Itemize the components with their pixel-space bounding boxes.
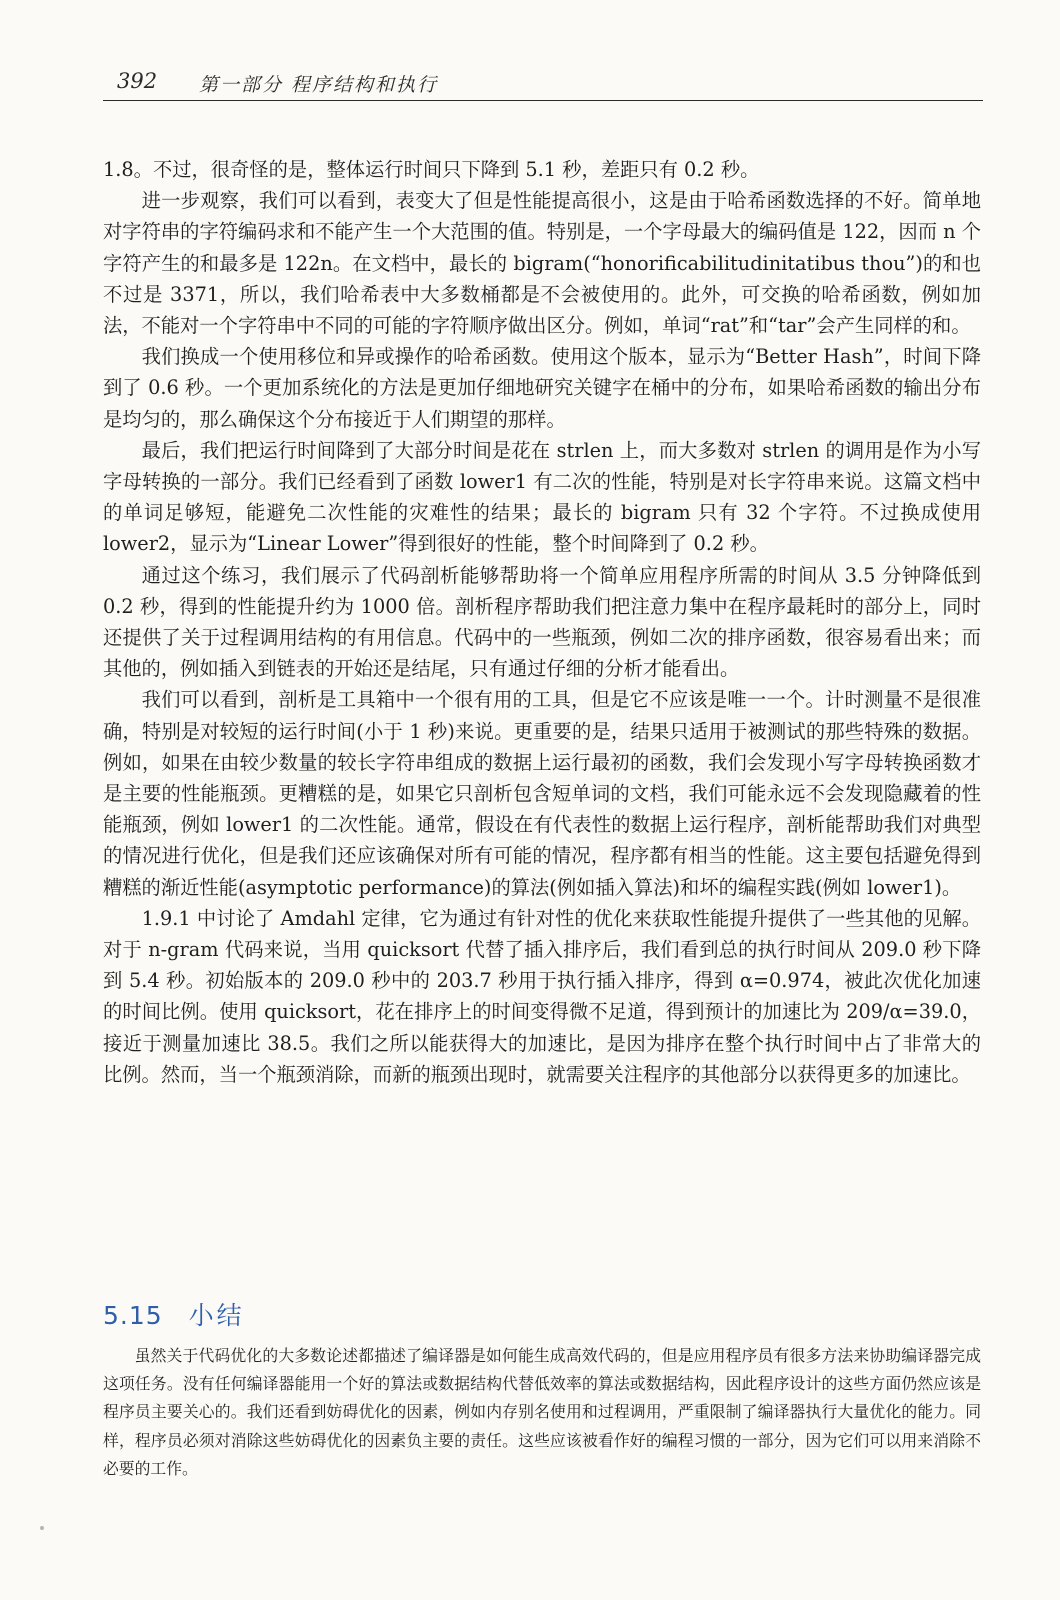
paragraph-hash-observation: 进一步观察，我们可以看到，表变大了但是性能提高很小，这是由于哈希函数选择的不好。简单地对字符串的字符编码求和不能产生一个大范围的值。特别是，一个字母最大的编码值是 122，因而 n 个字符产生的和最多是 122n。在文档中，最长的 bigram(“honorificabilitudinitatibus thou”)的和也不过是 3371，所以，我们哈希表中大多数桶都是不会被使用的。此外，可交换的哈希函数，例如加法，不能对一个字符串中不同的可能的字符顺序做出区分。例如，单词“rat”和“tar”会产生同样的和。: [103, 189, 981, 338]
page-number: 392: [117, 69, 158, 93]
paragraph-continuation: 1.8。不过，很奇怪的是，整体运行时间只下降到 5.1 秒，差距只有 0.2 秒。: [103, 158, 760, 181]
paragraph-amdahl: 1.9.1 中讨论了 Amdahl 定律，它为通过有针对性的优化来获取性能提升提供了一些其他的见解。对于 n-gram 代码来说，当用 quicksort 代替了插入排序后，我们看到总的执行时间从 209.0 秒下降到 5.4 秒。初始版本的 209.0 秒中的 203.7 秒用于执行插入排序，得到 α=0.974，被此次优化加速的时间比例。使用 quicksort，花在排序上的时间变得微不足道，得到预计的加速比为 209/α=39.0，接近于测量加速比 38.5。我们之所以能获得大的加速比，是因为排序在整个执行时间中占了非常大的比例。然而，当一个瓶颈消除，而新的瓶颈出现时，就需要关注程序的其他部分以获得更多的加速比。: [103, 906, 981, 1086]
running-header: [103, 66, 983, 101]
paragraph-strlen-lower: 最后，我们把运行时间降到了大部分时间是花在 strlen 上，而大多数对 strlen 的调用是作为小写字母转换的一部分。我们已经看到了函数 lower1 有二次的性能，特别是对长字符串来说。这篇文档中的单词足够短，能避免二次性能的灾难性的结果；最长的 bigram 只有 32 个字符。不过换成使用 lower2，显示为“Linear Lower”得到很好的性能，整个时间降到了 0.2 秒。: [103, 438, 981, 556]
summary-paragraph: 虽然关于代码优化的大多数论述都描述了编译器是如何能生成高效代码的，但是应用程序员有很多方法来协助编译器完成这项任务。没有任何编译器能用一个好的算法或数据结构代替低效率的算法或数据结构，因此程序设计的这些方面仍然应该是程序员主要关心的。我们还看到妨碍优化的因素，例如内存别名使用和过程调用，严重限制了编译器执行大量优化的能力。同样，程序员必须对消除这些妨碍优化的因素负主要的责任。这些应该被看作好的编程习惯的一部分，因为它们可以用来消除不必要的工作。: [103, 1346, 981, 1478]
margin-speck: [40, 1526, 44, 1530]
section-number: 5.15: [103, 1301, 163, 1330]
paragraph-profiling-limits: 我们可以看到，剖析是工具箱中一个很有用的工具，但是它不应该是唯一一个。计时测量不是很准确，特别是对较短的运行时间(小于 1 秒)来说。更重要的是，结果只适用于被测试的那些特殊的数据。例如，如果在由较少数量的较长字符串组成的数据上运行最初的函数，我们会发现小写字母转换函数才是主要的性能瓶颈。更糟糕的是，如果它只剖析包含短单词的文档，我们可能永远不会发现隐藏着的性能瓶颈，例如 lower1 的二次性能。通常，假设在有代表性的数据上运行程序，剖析能帮助我们对典型的情况进行优化，但是我们还应该确保对所有可能的情况，程序都有相当的性能。这主要包括避免得到糟糕的渐近性能(asymptotic performance)的算法(例如插入算法)和坏的编程实践(例如 lower1)。: [103, 688, 981, 899]
section-title: 小结: [188, 1301, 245, 1330]
summary-text: [103, 1342, 981, 1483]
section-heading: [103, 1296, 245, 1332]
main-body-text: [103, 154, 981, 1090]
paragraph-profiling-summary: 通过这个练习，我们展示了代码剖析能够帮助将一个简单应用程序所需的时间从 3.5 分钟降低到 0.2 秒，得到的性能提升约为 1000 倍。剖析程序帮助我们把注意力集中在程序最耗时的部分上，同时还提供了关于过程调用结构的有用信息。代码中的一些瓶颈，例如二次的排序函数，很容易看出来；而其他的，例如插入到链表的开始还是结尾，只有通过仔细的分析才能看出。: [103, 563, 981, 681]
part-title: 第一部分 程序结构和执行: [199, 74, 439, 96]
paragraph-better-hash: 我们换成一个使用移位和异或操作的哈希函数。使用这个版本，显示为“Better Hash”，时间下降到了 0.6 秒。一个更加系统化的方法是更加仔细地研究关键字在桶中的分布，如果哈希函数的输出分布是均匀的，那么确保这个分布接近于人们期望的那样。: [103, 345, 981, 431]
